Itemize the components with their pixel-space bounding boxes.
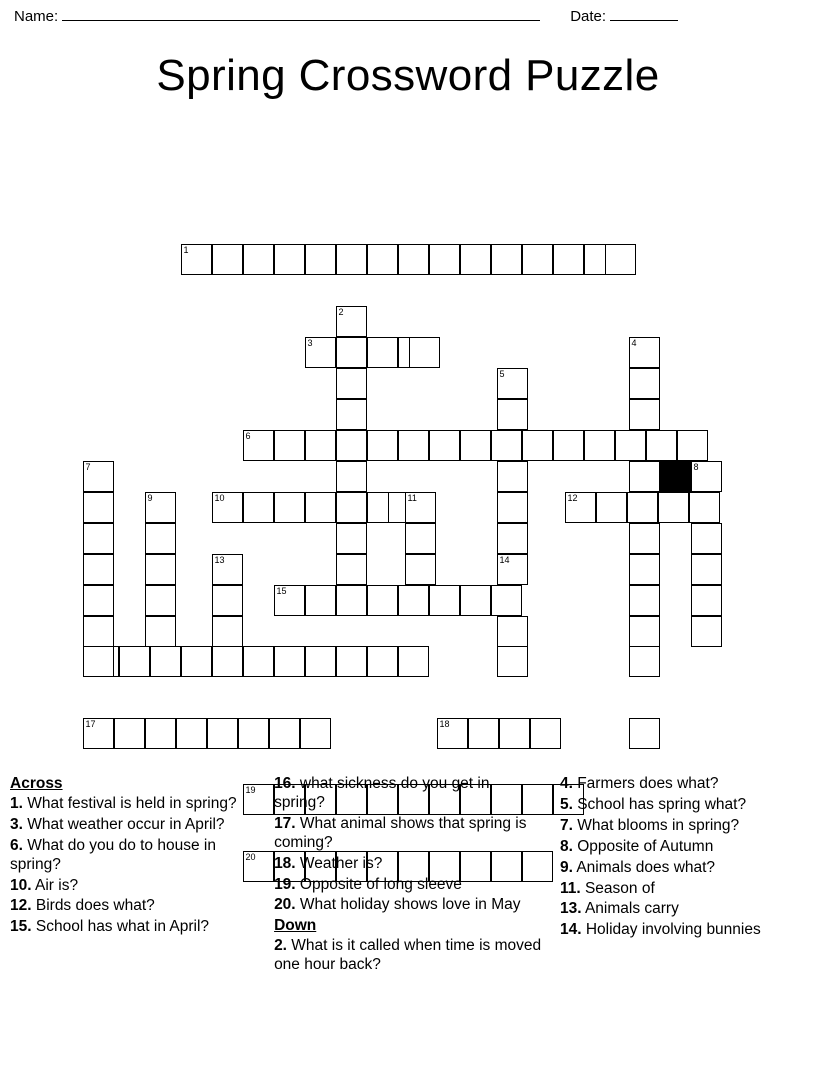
grid-cell[interactable] [305,646,336,677]
grid-cell[interactable] [114,718,145,749]
grid-cell[interactable] [145,492,176,523]
grid-cell[interactable] [145,585,176,616]
clue-number: 9. [559,858,573,876]
clue-item [560,817,806,836]
grid-cell-number: 9 [147,493,153,503]
grid-cell[interactable] [305,244,336,275]
clue-number: 3. [10,815,23,833]
grid-cell[interactable] [212,585,243,616]
clue-number: 8. [559,837,573,855]
clue-item [274,937,542,975]
grid-cell[interactable] [274,646,305,677]
grid-cell[interactable] [367,337,398,368]
grid-cell[interactable] [305,337,336,368]
grid-cell[interactable] [212,244,243,275]
clue-text: What festival is held in spring? [22,794,237,812]
clue-item [274,855,542,874]
grid-cell[interactable] [398,244,429,275]
grid-cell-number: 12 [567,493,578,503]
grid-cell[interactable] [150,646,181,677]
grid-cell[interactable] [212,492,243,523]
grid-cell-number: 19 [245,785,256,795]
grid-cell[interactable] [522,430,553,461]
grid-cell[interactable] [491,244,522,275]
clue-number: 14. [559,921,582,939]
grid-cell[interactable] [274,585,305,616]
grid-cell[interactable] [691,616,722,647]
grid-cell[interactable] [629,585,660,616]
grid-cell[interactable] [584,430,615,461]
grid-cell[interactable] [691,461,722,492]
clue-item [560,775,806,794]
name-label: Name: [14,8,59,25]
clue-text: What do you do to house in spring? [10,836,216,873]
grid-cell[interactable] [689,492,720,523]
grid-cell[interactable] [497,616,528,647]
grid-cell[interactable] [405,554,436,585]
grid-cell[interactable] [336,368,367,399]
grid-cell[interactable] [83,646,114,677]
clue-text: What weather occur in April? [22,815,225,833]
clue-item [560,838,806,857]
grid-cell[interactable] [497,368,528,399]
grid-cell[interactable] [145,616,176,647]
grid-cell[interactable] [605,244,636,275]
grid-cell[interactable] [212,554,243,585]
clue-column-1 [10,775,256,977]
grid-cell[interactable] [460,430,491,461]
grid-cell[interactable] [336,399,367,430]
clue-column-2 [274,775,542,977]
grid-cell-number: 13 [214,555,225,565]
grid-cell[interactable] [615,430,646,461]
grid-cell[interactable] [429,430,460,461]
grid-cell[interactable] [629,399,660,430]
grid-cell[interactable] [367,585,398,616]
grid-cell[interactable] [243,492,274,523]
clue-item [560,880,806,899]
grid-cell[interactable] [83,585,114,616]
grid-cell[interactable] [565,492,596,523]
grid-cell[interactable] [497,523,528,554]
grid-cell-number: 20 [245,852,256,862]
grid-cell-number: 15 [276,586,287,596]
clue-item [560,900,806,919]
grid-cell[interactable] [522,244,553,275]
clue-number: 5. [559,795,573,813]
worksheet-header [0,0,816,25]
grid-cell[interactable] [83,492,114,523]
grid-cell[interactable] [336,244,367,275]
clue-text: Animals does what? [572,858,716,876]
grid-cell[interactable] [629,554,660,585]
grid-cell-number: 7 [85,462,91,472]
clue-item [274,896,542,915]
clue-number: 2. [274,937,287,955]
grid-cell[interactable] [336,585,367,616]
grid-cell[interactable] [629,461,660,492]
grid-cell[interactable] [367,646,398,677]
grid-cell[interactable] [497,646,528,677]
grid-cell[interactable] [336,646,367,677]
grid-cell[interactable] [553,430,584,461]
grid-cell[interactable] [596,492,627,523]
date-write-line[interactable] [610,8,678,21]
grid-cell[interactable] [398,585,429,616]
across-heading: Across [10,775,63,792]
grid-cell[interactable] [691,554,722,585]
grid-cell[interactable] [274,492,305,523]
clue-text: Birds does what? [31,897,155,915]
grid-cell[interactable] [336,523,367,554]
grid-cell-number: 14 [499,555,510,565]
grid-cell[interactable] [181,244,212,275]
clue-number: 15. [10,918,32,936]
clue-text: School has what in April? [31,918,210,936]
grid-cell[interactable] [677,430,708,461]
grid-cell[interactable] [212,646,243,677]
clue-number: 1. [10,794,23,812]
grid-cell[interactable] [269,718,300,749]
grid-cell[interactable] [83,523,114,554]
grid-cell[interactable] [274,430,305,461]
grid-cell[interactable] [238,718,269,749]
down-heading: Down [274,917,317,935]
clue-text: what sickness do you get in spring? [274,775,490,811]
clue-number: 6. [10,836,23,854]
grid-cell[interactable] [336,492,367,523]
clue-item [10,795,256,814]
grid-cell[interactable] [274,244,305,275]
grid-cell[interactable] [497,554,528,585]
clue-number: 11. [559,879,581,897]
clue-text: Weather is? [295,854,383,872]
clue-text: Opposite of Autumn [572,837,714,855]
clue-number: 16. [274,775,296,792]
grid-cell[interactable] [145,554,176,585]
clue-text: What blooms in spring? [572,816,740,834]
grid-cell[interactable] [491,585,522,616]
grid-cell-number: 1 [183,245,189,255]
grid-cell[interactable] [409,337,440,368]
clue-text: What is it called when time is moved one hour back? [274,937,542,974]
grid-cell[interactable] [691,523,722,554]
grid-cell[interactable] [207,718,238,749]
clue-column-3 [560,775,806,977]
clue-text: What animal shows that spring is coming? [274,814,527,851]
clue-item [10,837,256,875]
clue-number: 18. [274,854,296,872]
grid-cell[interactable] [405,492,436,523]
clue-item [274,815,542,853]
clue-number: 12. [10,897,32,915]
clue-text: Opposite of long sleeve [295,875,462,893]
grid-cell[interactable] [83,554,114,585]
grid-cell[interactable] [83,461,114,492]
grid-cell[interactable] [627,492,658,523]
grid-cell[interactable] [300,718,331,749]
grid-cell[interactable] [629,337,660,368]
grid-cell[interactable] [499,718,530,749]
grid-cell[interactable] [336,430,367,461]
grid-cell[interactable] [460,244,491,275]
clue-text: School has spring what? [572,795,747,813]
grid-cell[interactable] [497,461,528,492]
grid-cell[interactable] [530,718,561,749]
grid-cell-number: 17 [85,719,96,729]
grid-cell[interactable] [367,244,398,275]
grid-cell[interactable] [629,718,660,749]
clue-text: Holiday involving bunnies [581,921,761,939]
grid-cell[interactable] [629,368,660,399]
clue-number: 17. [274,814,296,832]
clue-text: Air is? [31,876,79,894]
clue-text: Animals carry [581,900,679,918]
grid-cell[interactable] [553,244,584,275]
grid-cell[interactable] [405,523,436,554]
clue-item [10,816,256,835]
grid-cell[interactable] [145,718,176,749]
clue-item [274,775,542,813]
grid-cell[interactable] [491,430,522,461]
grid-cell-number: 8 [693,462,699,472]
grid-cell[interactable] [398,646,429,677]
grid-cell[interactable] [629,646,660,677]
clue-item [560,859,806,878]
grid-cell[interactable] [336,461,367,492]
grid-cell[interactable] [305,430,336,461]
clue-number: 13. [559,900,582,918]
grid-cell[interactable] [181,646,212,677]
clue-number: 19. [274,875,296,893]
grid-cell-number: 4 [631,338,637,348]
date-label: Date: [570,8,607,25]
grid-cell[interactable] [497,399,528,430]
clue-item [560,796,806,815]
grid-cell-number: 10 [214,493,225,503]
clue-item [10,897,256,916]
grid-cell-number: 6 [245,431,251,441]
clue-text: Season of [580,879,655,897]
grid-cell[interactable] [243,646,274,677]
grid-cell[interactable] [212,616,243,647]
clue-item [10,877,256,896]
grid-cell[interactable] [243,244,274,275]
clue-item [10,918,256,937]
page-title: Spring Crossword Puzzle [156,51,660,100]
grid-cell-blocked [660,461,691,492]
grid-cell[interactable] [336,306,367,337]
clue-item [274,876,542,895]
grid-cell[interactable] [658,492,689,523]
clue-number: 4. [559,775,573,792]
grid-cell-number: 5 [499,369,505,379]
grid-cell[interactable] [367,430,398,461]
grid-cell[interactable] [83,718,114,749]
grid-cell-number: 18 [439,719,450,729]
clue-item [560,921,806,940]
grid-cell[interactable] [691,585,722,616]
grid-cell[interactable] [468,718,499,749]
grid-cell-number: 3 [307,338,313,348]
clue-text: Farmers does what? [572,775,719,792]
grid-cell[interactable] [629,523,660,554]
grid-cell[interactable] [429,244,460,275]
name-write-line[interactable] [62,8,540,21]
grid-cell[interactable] [429,585,460,616]
grid-cell[interactable] [305,492,336,523]
grid-cell-number: 2 [338,307,344,317]
grid-cell[interactable] [176,718,207,749]
clue-number: 20. [274,896,296,914]
grid-cell[interactable] [437,718,468,749]
grid-cell[interactable] [336,554,367,585]
grid-cell[interactable] [305,585,336,616]
clue-text: What holiday shows love in May [295,896,521,914]
grid-cell[interactable] [398,430,429,461]
clue-number: 7. [559,816,573,834]
grid-cell[interactable] [336,337,367,368]
clue-section [10,775,806,977]
clue-number: 10. [10,876,32,894]
grid-cell[interactable] [497,492,528,523]
grid-cell[interactable] [646,430,677,461]
grid-cell[interactable] [119,646,150,677]
grid-cell[interactable] [460,585,491,616]
grid-cell-number: 11 [407,493,417,503]
grid-cell[interactable] [145,523,176,554]
grid-cell[interactable] [629,616,660,647]
grid-cell[interactable] [243,430,274,461]
grid-cell[interactable] [83,616,114,647]
